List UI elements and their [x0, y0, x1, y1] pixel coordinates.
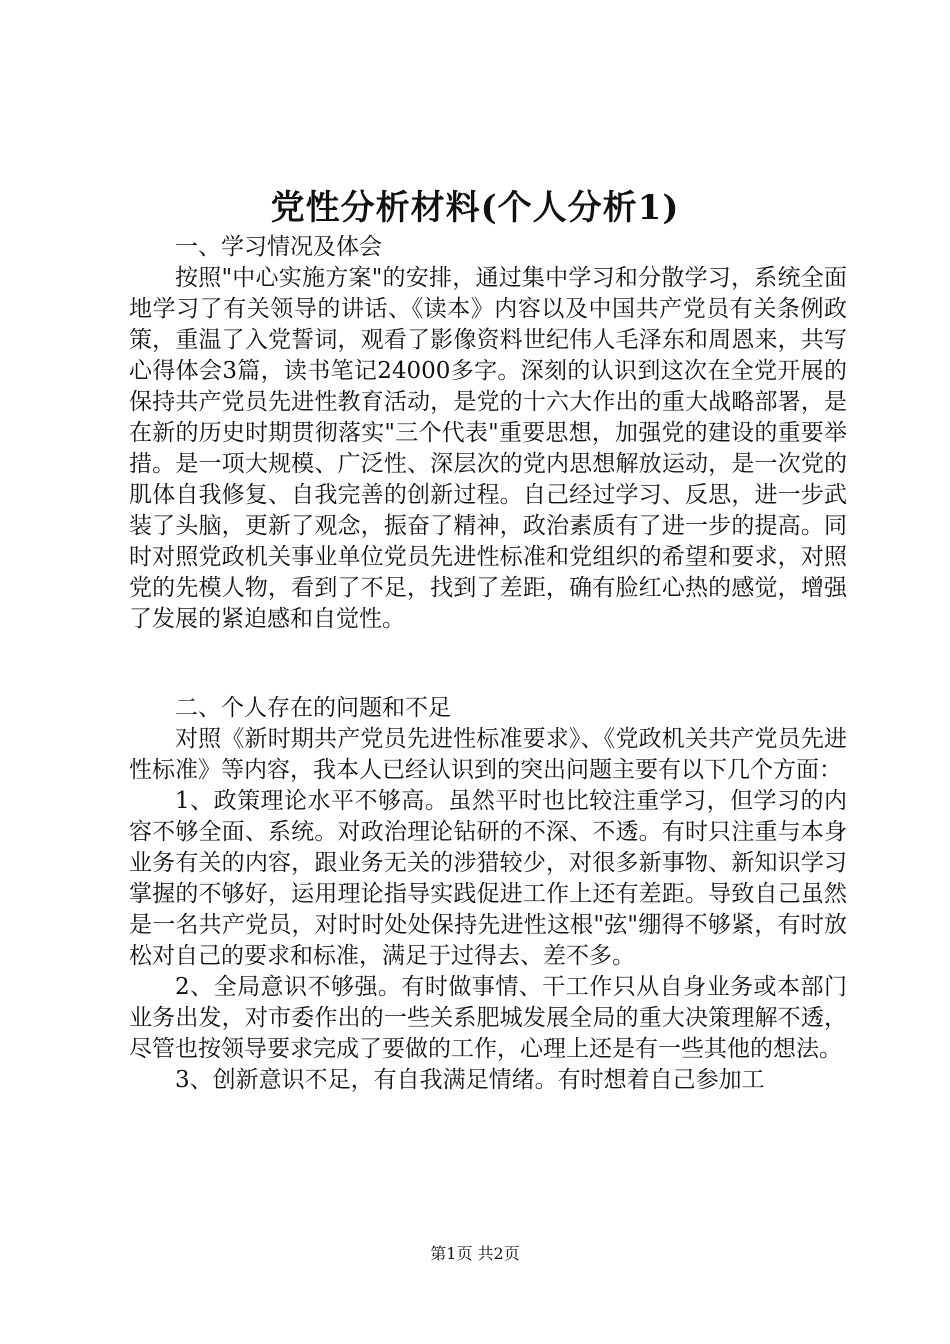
- paragraph: 对照《新时期共产党员先进性标准要求》、《党政机关共产党员先进性标准》等内容，我本人已经认识到的突出问题主要有以下几个方面：: [129, 726, 847, 783]
- section-study: [129, 232, 847, 635]
- section-problems: [129, 693, 847, 1096]
- document-title: 党性分析材料(个人分析1): [270, 188, 680, 228]
- page-footer: 第1页 共2页: [430, 1244, 520, 1263]
- list-item: 1、政策理论水平不够高。虽然平时也比较注重学习，但学习的内容不够全面、系统。对政治理论钻研的不深、不透。有时只注重与本身业务有关的内容，跟业务无关的涉猎较少，对很多新事物、新知识学习掌握的不够好，运用理论指导实践促进工作上还有差距。导致自己虽然是一名共产党员，对时时处处保持先进性这根"弦"绷得不够紧，有时放松对自己的要求和标准，满足于过得去、差不多。: [129, 788, 847, 969]
- paragraph: 按照"中心实施方案"的安排，通过集中学习和分散学习，系统全面地学习了有关领导的讲话、《读本》内容以及中国共产党员有关条例政策，重温了入党誓词，观看了影像资料世纪伟人毛泽东和周恩来，共写心得体会3篇，读书笔记24000多字。深刻的认识到这次在全党开展的保持共产党员先进性教育活动，是党的十六大作出的重大战略部署，是在新的历史时期贯彻落实"三个代表"重要思想，加强党的建设的重要举措。是一项大规模、广泛性、深层次的党内思想解放运动，是一次党的肌体自我修复、自我完善的创新过程。自己经过学习、反思，进一步武装了头脑，更新了观念，振奋了精神，政治素质有了进一步的提高。同时对照党政机关事业单位党员先进性标准和党组织的希望和要求，对照党的先模人物，看到了不足，找到了差距，确有脸红心热的感觉，增强了发展的紧迫感和自觉性。: [129, 265, 847, 632]
- section-heading: 一、学习情况及体会: [175, 234, 382, 260]
- section-heading: 二、个人存在的问题和不足: [175, 695, 451, 721]
- list-item: 2、全局意识不够强。有时做事情、干工作只从自身业务或本部门业务出发，对市委作出的一些关系肥城发展全局的重大决策理解不透，尽管也按领导要求完成了要做的工作，心理上还是有一些其他的想法。: [129, 974, 847, 1062]
- list-item: 3、创新意识不足，有自我满足情绪。有时想着自己参加工: [175, 1067, 765, 1093]
